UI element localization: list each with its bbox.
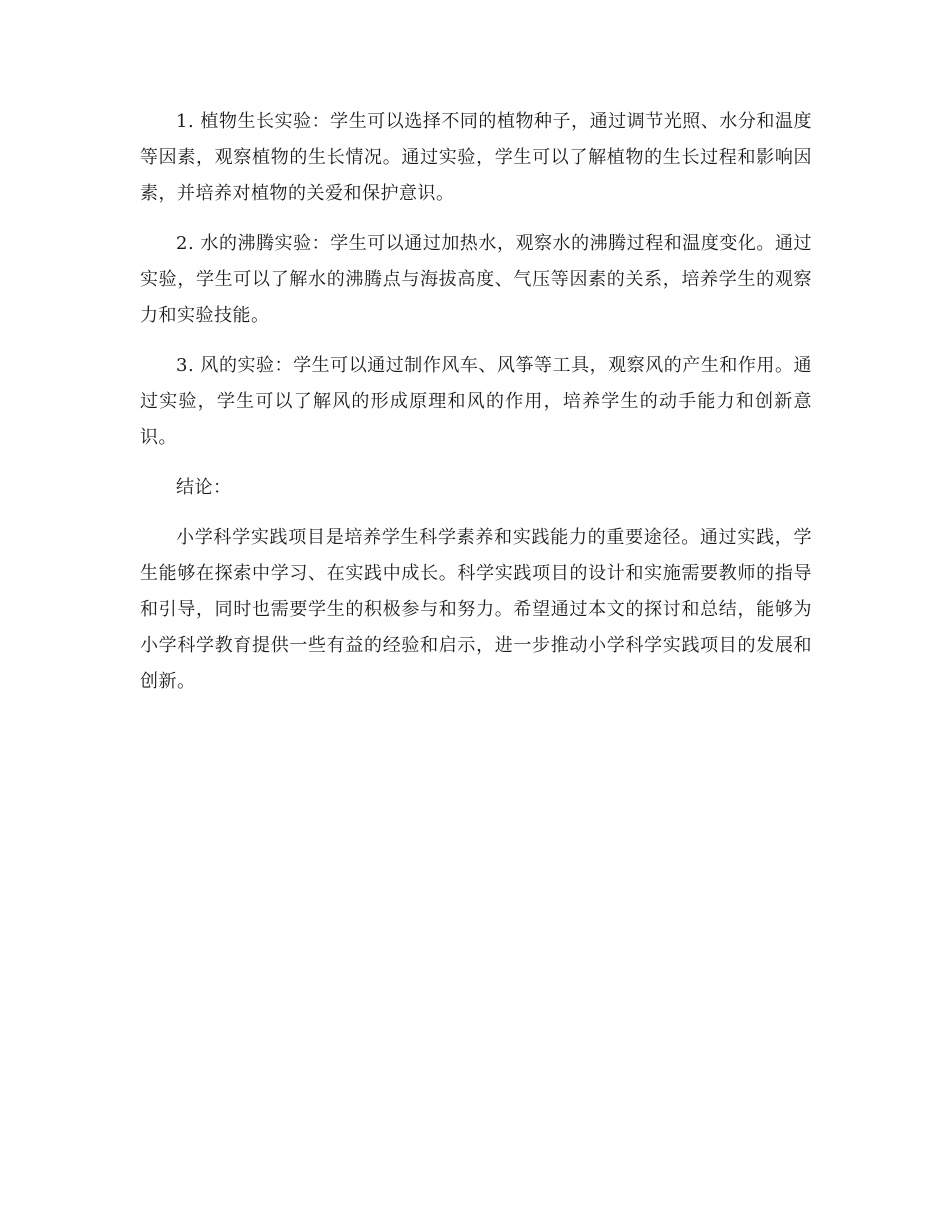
paragraph-conclusion: 小学科学实践项目是培养学生科学素养和实践能力的重要途径。通过实践，学生能够在探索中学习、在实践中成长。科学实践项目的设计和实施需要教师的指导和引导，同时也需要学生的积极参与和努力。希望通过本文的探讨和总结，能够为小学科学教育提供一些有益的经验和启示，进一步推动小学科学实践项目的发展和创新。 [140,527,812,692]
paragraph-water-boiling-experiment: 2. 水的沸腾实验：学生可以通过加热水，观察水的沸腾过程和温度变化。通过实验，学生可以了解水的沸腾点与海拔高度、气压等因素的关系，培养学生的观察力和实验技能。 [140,233,812,326]
document-body [140,104,812,714]
conclusion-heading: 结论： [176,477,232,498]
paragraph-wind-experiment: 3. 风的实验：学生可以通过制作风车、风筝等工具，观察风的产生和作用。通过实验，学生可以了解风的形成原理和风的作用，培养学生的动手能力和创新意识。 [140,355,812,448]
paragraph-plant-growth-experiment: 1. 植物生长实验：学生可以选择不同的植物种子，通过调节光照、水分和温度等因素，观察植物的生长情况。通过实验，学生可以了解植物的生长过程和影响因素，并培养对植物的关爱和保护意识。 [140,111,812,204]
